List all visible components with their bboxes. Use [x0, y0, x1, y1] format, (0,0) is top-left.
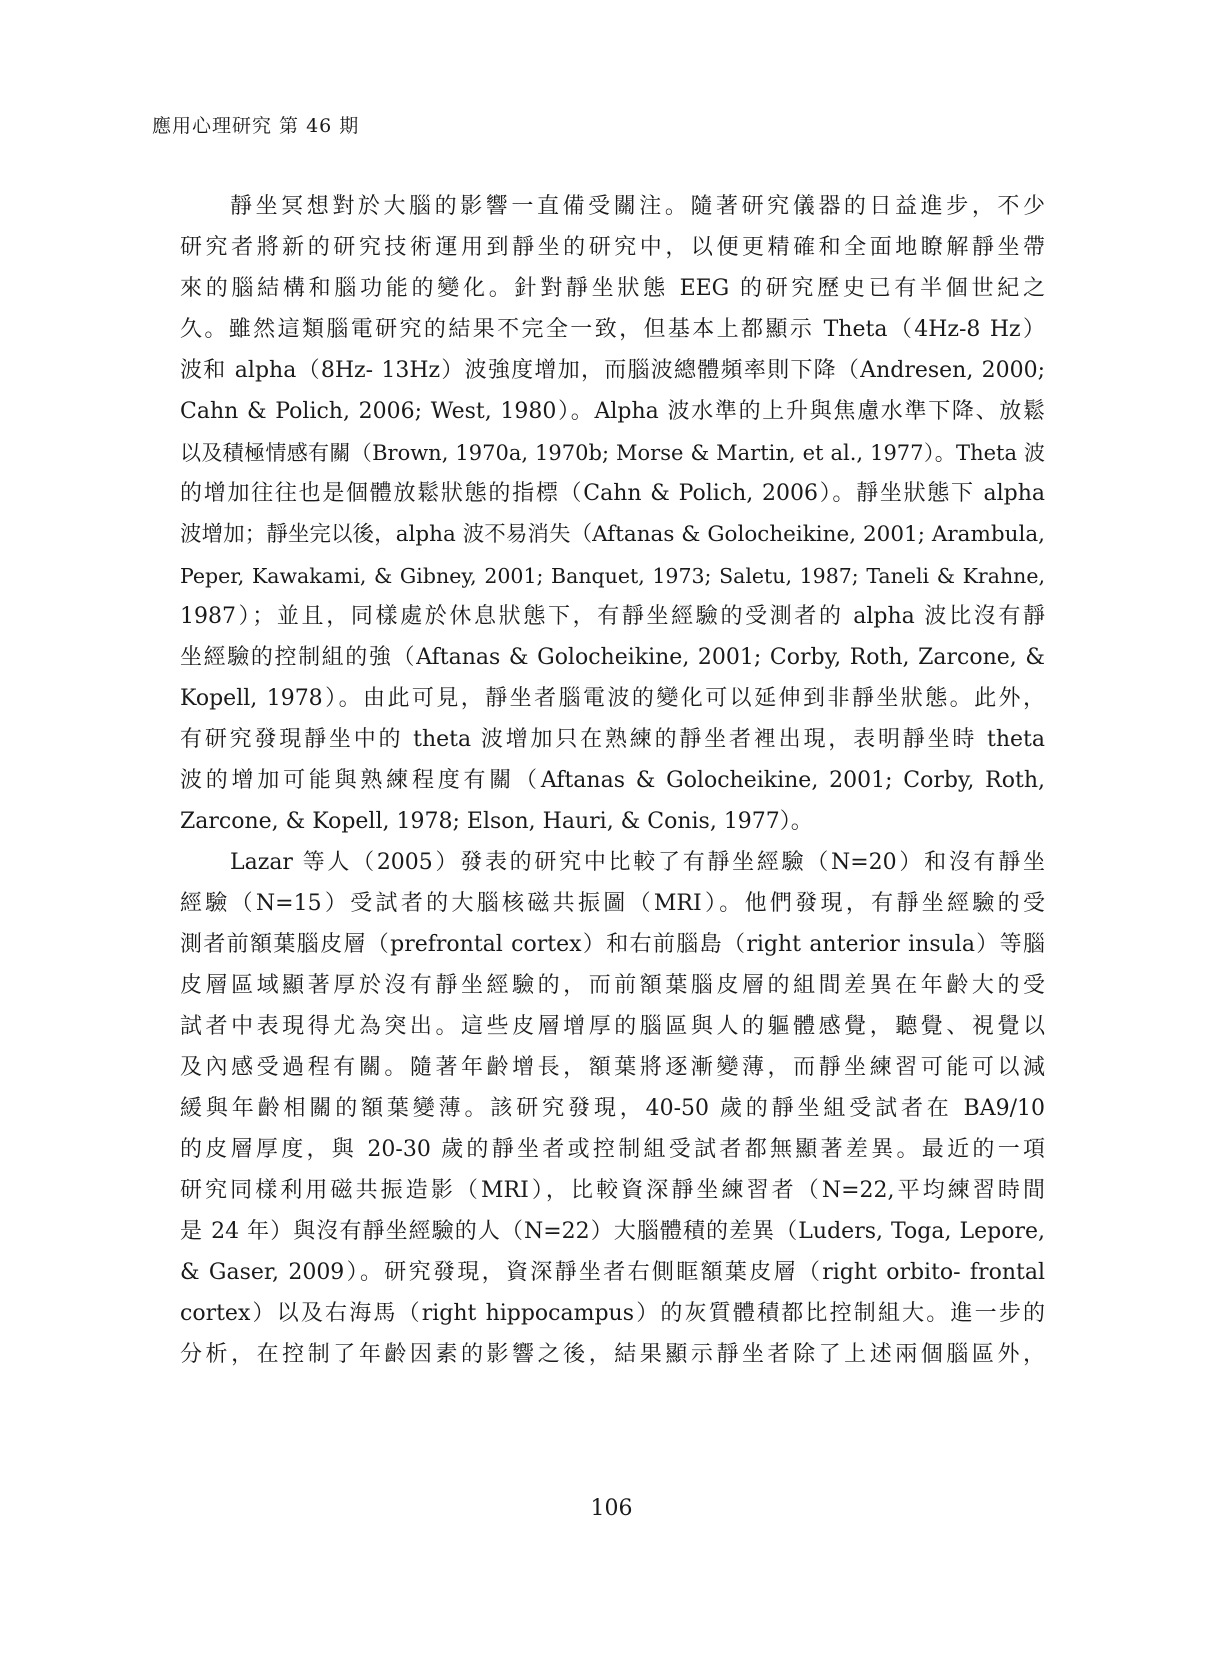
text-line: 久。雖然這類腦電研究的結果不完全一致，但基本上都顯示 Theta（4Hz-8 Hz）: [180, 317, 1045, 342]
text-line: 測者前額葉腦皮層（prefrontal cortex）和右前腦島（right anterior insula）等腦: [180, 932, 1045, 957]
text-line: 及內感受過程有關。隨著年齡增長，額葉將逐漸變薄，而靜坐練習可能可以減: [180, 1055, 1045, 1080]
text-line: 坐經驗的控制組的強（Aftanas & Golocheikine, 2001; Corby, Roth, Zarcone, &: [180, 645, 1045, 670]
text-line: 有研究發現靜坐中的 theta 波增加只在熟練的靜坐者裡出現，表明靜坐時 theta: [180, 727, 1045, 752]
text-line: 波增加；靜坐完以後，alpha 波不易消失（Aftanas & Golocheikine, 2001; Arambula,: [180, 522, 1045, 547]
text-line: Peper, Kawakami, & Gibney, 2001; Banquet, 1973; Saletu, 1987; Taneli & Krahne,: [180, 564, 1045, 588]
text-line: Kopell, 1978）。由此可見，靜坐者腦電波的變化可以延伸到非靜坐狀態。此外，: [180, 686, 1045, 711]
text-line: 以及積極情感有關（Brown, 1970a, 1970b; Morse & Martin, et al., 1977）。Theta 波: [180, 441, 1045, 465]
text-line: 波的增加可能與熟練程度有關（Aftanas & Golocheikine, 2001; Corby, Roth,: [180, 768, 1045, 793]
text-line: 的增加往往也是個體放鬆狀態的指標（Cahn & Polich, 2006）。靜坐狀態下 alpha: [180, 481, 1045, 506]
text-line: 試者中表現得尤為突出。這些皮層增厚的腦區與人的軀體感覺，聽覺、視覺以: [180, 1014, 1045, 1039]
text-line: 來的腦結構和腦功能的變化。針對靜坐狀態 EEG 的研究歷史已有半個世紀之: [180, 276, 1045, 301]
text-line: & Gaser, 2009）。研究發現，資深靜坐者右側眶額葉皮層（right orbito- frontal: [180, 1260, 1045, 1285]
running-title: 應用心理研究 第 46 期: [152, 115, 360, 137]
text-line: 經驗（N=15）受試者的大腦核磁共振圖（MRI）。他們發現，有靜坐經驗的受: [180, 891, 1045, 916]
text-line: cortex）以及右海馬（right hippocampus）的灰質體積都比控制組大。進一步的: [180, 1301, 1045, 1326]
text-line: 1987）；並且，同樣處於休息狀態下，有靜坐經驗的受測者的 alpha 波比沒有靜: [180, 604, 1045, 629]
text-line: 緩與年齡相關的額葉變薄。該研究發現，40-50 歲的靜坐組受試者在 BA9/10: [180, 1096, 1045, 1121]
text-line: Cahn & Polich, 2006; West, 1980）。Alpha 波水準的上升與焦慮水準下降、放鬆: [180, 399, 1045, 424]
text-line: Lazar 等人（2005）發表的研究中比較了有靜坐經驗（N=20）和沒有靜坐: [230, 850, 1045, 875]
text-line: 的皮層厚度，與 20-30 歲的靜坐者或控制組受試者都無顯著差異。最近的一項: [180, 1137, 1045, 1162]
text-line: 研究者將新的研究技術運用到靜坐的研究中，以便更精確和全面地瞭解靜坐帶: [180, 235, 1045, 260]
text-line: 皮層區域顯著厚於沒有靜坐經驗的，而前額葉腦皮層的組間差異在年齡大的受: [180, 973, 1045, 998]
text-line: 是 24 年）與沒有靜坐經驗的人（N=22）大腦體積的差異（Luders, Toga, Lepore,: [180, 1219, 1045, 1244]
text-line: Zarcone, & Kopell, 1978; Elson, Hauri, & Conis, 1977）。: [180, 809, 813, 834]
text-line: 分析，在控制了年齡因素的影響之後，結果顯示靜坐者除了上述兩個腦區外，: [180, 1342, 1045, 1367]
text-line: 研究同樣利用磁共振造影（MRI），比較資深靜坐練習者（N=22,平均練習時間: [180, 1178, 1045, 1203]
text-line: 靜坐冥想對於大腦的影響一直備受關注。隨著研究儀器的日益進步，不少: [230, 194, 1045, 219]
page-number: 106: [590, 1496, 633, 1521]
text-line: 波和 alpha（8Hz- 13Hz）波強度增加，而腦波總體頻率則下降（Andresen, 2000;: [180, 358, 1045, 383]
